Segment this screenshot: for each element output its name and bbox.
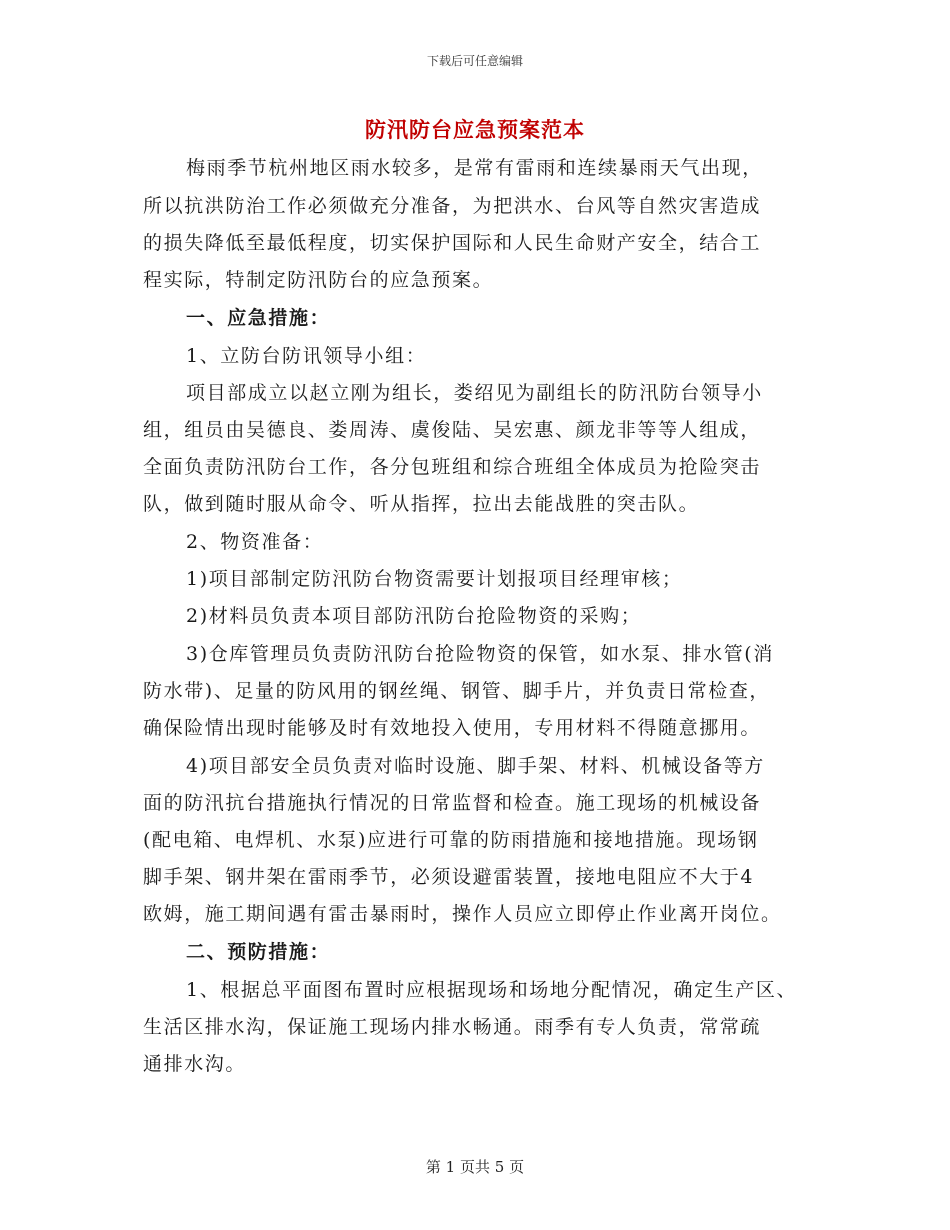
list-item-materials-1: 1)项目部制定防汛防台物资需要计划报项目经理审核；	[186, 568, 683, 590]
paragraph-intro-line-3: 的损失降低至最低程度，切实保护国际和人民生命财产安全，结合工	[143, 232, 762, 254]
paragraph-intro-line-1: 梅雨季节杭州地区雨水较多，是常有雷雨和连续暴雨天气出现，	[186, 157, 763, 179]
page-footer: 第 1 页共 5 页	[425, 1158, 525, 1176]
paragraph-intro-line-4: 程实际，特制定防汛防台的应急预案。	[143, 269, 494, 291]
list-item-materials-3-line-2: 防水带)、足量的防风用的钢丝绳、钢管、脚手片，并负责日常检查，	[143, 680, 771, 702]
list-item-materials-4-line-3: (配电箱、电焊机、水泵)应进行可靠的防雨措施和接地措施。现场钢	[143, 829, 759, 851]
paragraph-leadership-line-4: 队，做到随时服从命令、听从指挥，拉出去能战胜的突击队。	[143, 493, 700, 515]
paragraph-intro-line-2: 所以抗洪防治工作必须做充分准备，为把洪水、台风等自然灾害造成	[143, 195, 762, 217]
paragraph-leadership-line-2: 组，组员由吴德良、娄周涛、虞俊陆、吴宏惠、颜龙非等等人组成，	[143, 419, 762, 441]
paragraph-prevention-line-1: 1、根据总平面图布置时应根据现场和场地分配情况，确定生产区、	[186, 979, 798, 1001]
paragraph-leadership-line-3: 全面负责防汛防台工作，各分包班组和综合班组全体成员为抢险突击	[143, 456, 762, 478]
list-item-materials-4-line-2: 面的防汛抗台措施执行情况的日常监督和检查。施工现场的机械设备	[143, 792, 762, 814]
list-item-materials-4-line-1: 4)项目部安全员负责对临时设施、脚手架、材料、机械设备等方	[186, 755, 765, 777]
subheading-materials: 2、物资准备：	[186, 531, 324, 553]
page-header: 下载后可任意编辑	[426, 54, 523, 68]
list-item-materials-2: 2)材料员负责本项目部防汛防台抢险物资的采购；	[186, 605, 642, 627]
section-heading-emergency-measures: 一、应急措施：	[186, 307, 331, 329]
list-item-materials-3-line-3: 确保险情出现时能够及时有效地投入使用，专用材料不得随意挪用。	[143, 717, 762, 739]
paragraph-prevention-line-3: 通排水沟。	[143, 1053, 247, 1075]
paragraph-prevention-line-2: 生活区排水沟，保证施工现场内排水畅通。雨季有专人负责，常常疏	[143, 1016, 762, 1038]
paragraph-leadership-line-1: 项目部成立以赵立刚为组长，娄绍见为副组长的防汛防台领导小	[186, 382, 763, 404]
document-title: 防汛防台应急预案范本	[365, 117, 585, 142]
section-heading-prevention-measures: 二、预防措施：	[186, 941, 331, 963]
list-item-materials-4-line-5: 欧姆，施工期间遇有雷击暴雨时，操作人员应立即停止作业离开岗位。	[143, 903, 782, 925]
subheading-leadership-group: 1、立防台防讯领导小组：	[186, 345, 427, 367]
list-item-materials-3-line-1: 3)仓库管理员负责防汛防台抢险物资的保管，如水泵、排水管(消	[186, 643, 774, 665]
list-item-materials-4-line-4: 脚手架、钢井架在雷雨季节，必须设避雷装置，接地电阻应不大于4	[143, 866, 755, 888]
